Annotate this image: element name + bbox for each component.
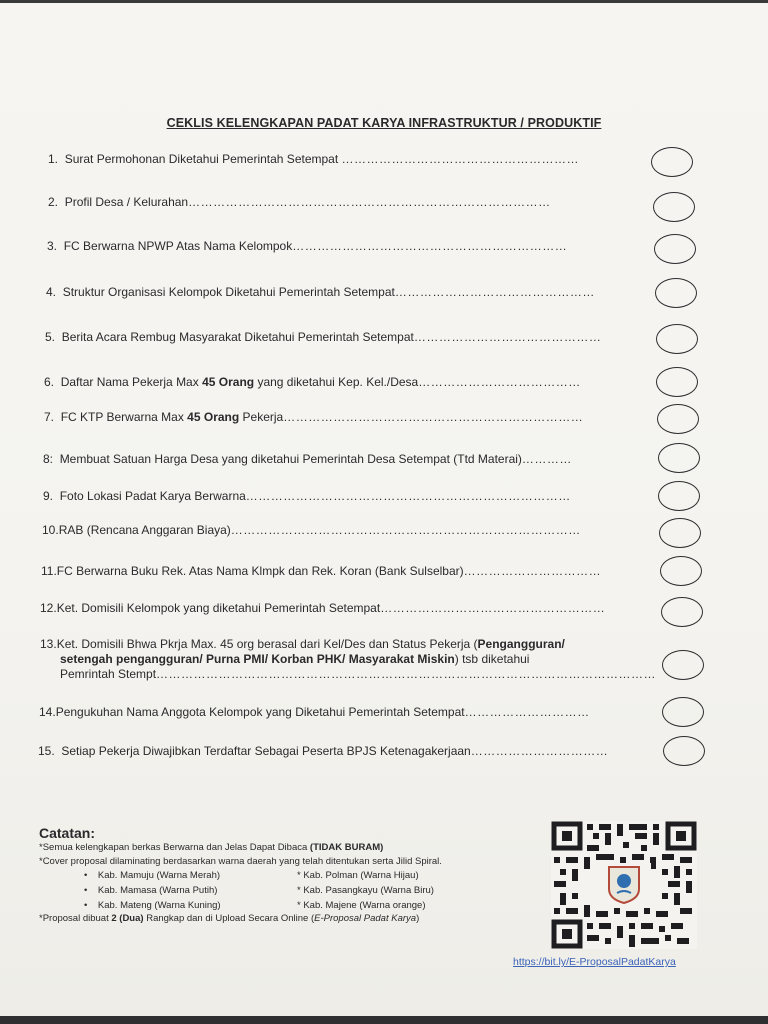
checklist-item-2: 2. Profil Desa / Kelurahan…………………………………………………………………………… — [48, 195, 551, 209]
region-bullet-4: * Kab. Polman (Warna Hijau) — [297, 870, 419, 881]
checklist-item-8: 8: Membuat Satuan Harga Desa yang diketahui Pemerintah Desa Setempat (Ttd Materai)………… — [43, 452, 572, 466]
checklist-item-5: 5. Berita Acara Rembug Masyarakat Diketahui Pemerintah Setempat……………………………………… — [45, 330, 602, 344]
checklist-item-11: 11.FC Berwarna Buku Rek. Atas Nama Klmpk dan Rek. Koran (Bank Sulselbar)…………………………… — [41, 564, 602, 578]
note-line-2: *Cover proposal dilaminating berdasarkan warna daerah yang telah ditentukan serta Jilid Spiral. — [39, 856, 442, 867]
checklist-item-3: 3. FC Berwarna NPWP Atas Nama Kelompok………………………………………………………… — [47, 239, 568, 253]
qr-code-icon[interactable] — [551, 821, 697, 949]
checkbox-circle-14[interactable] — [662, 697, 704, 727]
document-page — [0, 3, 768, 1016]
region-bullet-5: * Kab. Pasangkayu (Warna Biru) — [297, 885, 434, 896]
checkbox-circle-15[interactable] — [663, 736, 705, 766]
checkbox-circle-6[interactable] — [656, 367, 698, 397]
checklist-item-14: 14.Pengukuhan Nama Anggota Kelompok yang Diketahui Pemerintah Setempat………………………… — [39, 705, 590, 719]
region-bullet-2: • Kab. Mamasa (Warna Putih) — [84, 885, 218, 896]
checklist-item-7: 7. FC KTP Berwarna Max 45 Orang Pekerja……………………………………………………………… — [44, 410, 584, 424]
checkbox-circle-1[interactable] — [651, 147, 693, 177]
checkbox-circle-13[interactable] — [662, 650, 704, 680]
checklist-item-12: 12.Ket. Domisili Kelompok yang diketahui Pemerintah Setempat……………………………………………… — [40, 601, 606, 615]
notes-title: Catatan: — [39, 825, 96, 841]
checkbox-circle-9[interactable] — [658, 481, 700, 511]
document-title: CEKLIS KELENGKAPAN PADAT KARYA INFRASTRUKTUR / PRODUKTIF — [166, 116, 602, 130]
checklist-item-4: 4. Struktur Organisasi Kelompok Diketahui Pemerintah Setempat………………………………………… — [46, 285, 595, 299]
checklist-item-9: 9. Foto Lokasi Padat Karya Berwarna…………………………………………………………………… — [43, 489, 571, 503]
checkbox-circle-12[interactable] — [661, 597, 703, 627]
note-line-last: *Proposal dibuat 2 (Dua) Rangkap dan di Upload Secara Online (E-Proposal Padat Karya) — [39, 913, 420, 924]
note-line-1: *Semua kelengkapan berkas Berwarna dan Jelas Dapat Dibaca (TIDAK BURAM) — [39, 842, 384, 853]
checklist-item-6: 6. Daftar Nama Pekerja Max 45 Orang yang diketahui Kep. Kel./Desa………………………………… — [44, 375, 581, 389]
checkbox-circle-2[interactable] — [653, 192, 695, 222]
checkbox-circle-5[interactable] — [656, 324, 698, 354]
region-bullet-6: * Kab. Majene (Warna orange) — [297, 900, 426, 911]
checkbox-circle-8[interactable] — [658, 443, 700, 473]
proposal-link[interactable]: https://bit.ly/E-ProposalPadatKarya — [513, 956, 676, 968]
checkbox-circle-3[interactable] — [654, 234, 696, 264]
checklist-item-13: 13.Ket. Domisili Bhwa Pkrja Max. 45 org berasal dari Kel/Des dan Status Pekerja (Pengangguran/ setengah pengangguran/ Purna PMI/ Korban PHK/ Masyarakat Miskin) tsb diketahui Pemrintah Stempt………………………………………………………………………………………………………… — [40, 637, 657, 681]
checkbox-circle-4[interactable] — [655, 278, 697, 308]
checkbox-circle-7[interactable] — [657, 404, 699, 434]
region-bullet-1: • Kab. Mamuju (Warna Merah) — [84, 870, 221, 881]
checklist-item-1: 1. Surat Permohonan Diketahui Pemerintah Setempat ………………………………………………… — [48, 152, 580, 166]
checkbox-circle-10[interactable] — [659, 518, 701, 548]
checklist-item-15: 15. Setiap Pekerja Diwajibkan Terdaftar Sebagai Peserta BPJS Ketenagakerjaan…………………………… — [38, 744, 609, 758]
scan-bottom-edge — [0, 1016, 768, 1024]
region-bullet-3: • Kab. Mateng (Warna Kuning) — [84, 900, 221, 911]
checkbox-circle-11[interactable] — [660, 556, 702, 586]
checklist-item-10: 10.RAB (Rencana Anggaran Biaya)………………………………………………………………………… — [42, 523, 581, 537]
